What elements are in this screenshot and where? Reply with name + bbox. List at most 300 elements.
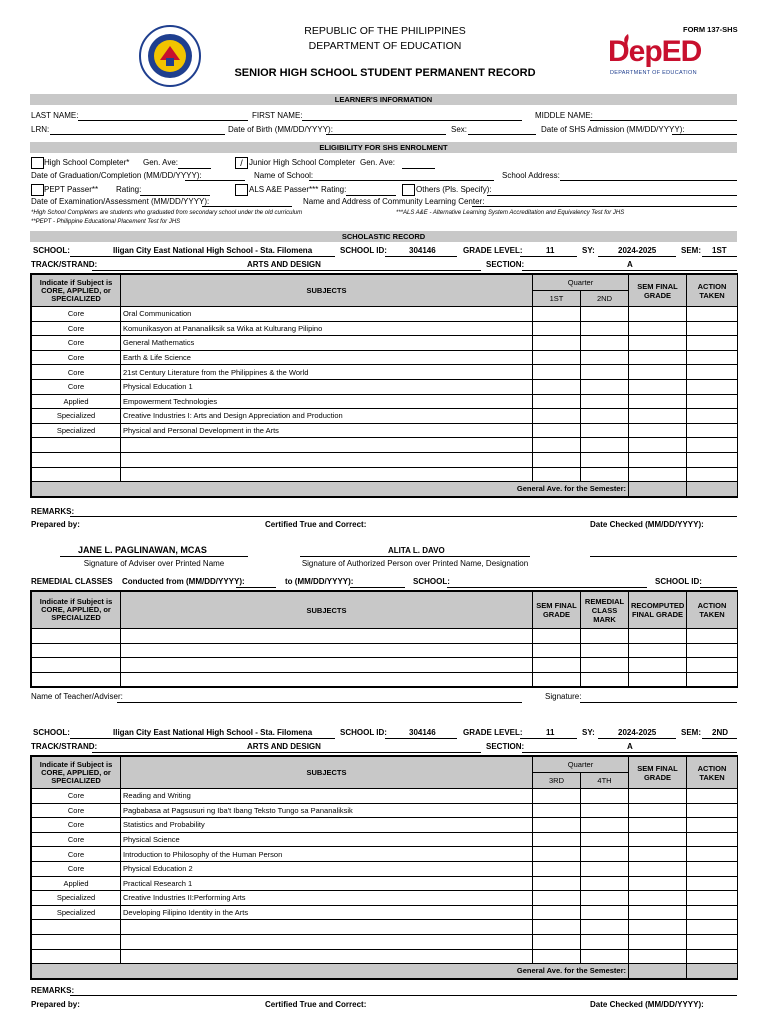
sem1-cell-final[interactable] — [629, 307, 687, 322]
deped-logo-subtext: DEPARTMENT OF EDUCATION — [610, 70, 697, 76]
sem2-school-id-line — [385, 738, 457, 739]
remedial-cell[interactable] — [32, 658, 121, 673]
sem2-cell-subject — [121, 949, 533, 964]
sem1-grades-table — [30, 273, 738, 498]
sem1-cell-q2[interactable] — [581, 321, 629, 336]
admission-label: Date of SHS Admission (MM/DD/YYYY): — [541, 125, 685, 134]
sem2-row — [32, 861, 738, 876]
sem1-cell-q1[interactable] — [533, 409, 581, 424]
remedial-cell[interactable] — [533, 629, 581, 644]
sem2-cell-final[interactable] — [629, 803, 687, 818]
first-name-field[interactable] — [302, 120, 522, 121]
sem2-row — [32, 949, 738, 964]
form-number: FORM 137-SHS — [683, 25, 738, 34]
als-checkbox[interactable] — [235, 184, 248, 196]
sem1-authorized-caption: Signature of Authorized Person over Printed Name, Designation — [301, 559, 529, 568]
sem2-cell-type — [32, 920, 121, 935]
sem2-track-line — [92, 752, 481, 753]
sem2-cell-q2[interactable] — [581, 818, 629, 833]
sem2-cell-action[interactable] — [687, 905, 738, 920]
sem2-school-id-label: SCHOOL ID: — [340, 728, 387, 737]
sem1-cell-action[interactable] — [687, 350, 738, 365]
sem2-cell-q1[interactable] — [533, 905, 581, 920]
sem2-certified-label: Certified True and Correct: — [265, 1000, 367, 1009]
remedial-cell[interactable] — [629, 629, 687, 644]
remedial-row — [32, 629, 738, 644]
sem1-school-id-line — [385, 256, 457, 257]
sem2-cell-q2[interactable] — [581, 803, 629, 818]
sem2-row — [32, 891, 738, 906]
sem2-cell-final[interactable] — [629, 847, 687, 862]
remedial-row — [32, 643, 738, 658]
sem2-cell-q2[interactable] — [581, 934, 629, 949]
sem2-cell-action[interactable] — [687, 789, 738, 804]
admission-field[interactable] — [672, 134, 737, 135]
sem1-sy-value: 2024-2025 — [618, 246, 657, 255]
sem1-certified-label: Certified True and Correct: — [265, 520, 367, 529]
sem2-cell-action[interactable] — [687, 803, 738, 818]
sem1-cell-q2[interactable] — [581, 438, 629, 453]
sem2-sy-line — [598, 738, 676, 739]
sem2-cell-final[interactable] — [629, 920, 687, 935]
sem2-cell-q1[interactable] — [533, 861, 581, 876]
sem1-quarter-header: Quarter — [533, 275, 629, 291]
sem2-cell-subject: Physical Education 2 — [121, 861, 533, 876]
school-address-label: School Address: — [502, 171, 560, 180]
sem2-cell-action[interactable] — [687, 832, 738, 847]
school-name-field[interactable] — [309, 180, 494, 181]
sem1-cell-action[interactable] — [687, 365, 738, 380]
als-label: ALS A&E Passer*** — [249, 185, 319, 194]
sem1-cell-final[interactable] — [629, 409, 687, 424]
sem1-gen-ave-value[interactable] — [629, 482, 687, 497]
sem1-cell-subject: Earth & Life Science — [121, 350, 533, 365]
sem2-cell-q2[interactable] — [581, 861, 629, 876]
sem1-row — [32, 394, 738, 409]
first-name-label: FIRST NAME: — [252, 111, 303, 120]
sem2-cell-final[interactable] — [629, 789, 687, 804]
sem2-cell-final[interactable] — [629, 818, 687, 833]
sem1-cell-type: Specialized — [32, 423, 121, 438]
sem2-track-value: ARTS AND DESIGN — [247, 742, 321, 751]
sem2-row — [32, 876, 738, 891]
sem2-cell-q1[interactable] — [533, 847, 581, 862]
sem1-cell-subject: Physical Education 1 — [121, 379, 533, 394]
learner-info-bar: LEARNER'S INFORMATION — [30, 94, 737, 105]
sem1-cell-action[interactable] — [687, 321, 738, 336]
sem1-authorized-line — [300, 556, 530, 557]
sem2-cell-action[interactable] — [687, 818, 738, 833]
remedial-cell[interactable] — [687, 643, 738, 658]
sem1-grade-line — [520, 256, 577, 257]
sem2-cell-action[interactable] — [687, 861, 738, 876]
last-name-field[interactable] — [78, 120, 248, 121]
sem1-row — [32, 336, 738, 351]
remedial-cell[interactable] — [121, 658, 533, 673]
sem2-action-header: ACTION TAKEN — [687, 757, 738, 789]
deped-seal — [138, 24, 202, 88]
department-heading: DEPARTMENT OF EDUCATION — [308, 40, 462, 52]
sem1-cell-q1[interactable] — [533, 467, 581, 482]
exam-date-label: Date of Examination/Assessment (MM/DD/YYYY): — [31, 197, 210, 206]
hs-gen-ave-field[interactable] — [178, 168, 211, 169]
sem1-cell-type — [32, 467, 121, 482]
sem2-remarks-field[interactable] — [70, 995, 737, 996]
sem2-cell-final[interactable] — [629, 949, 687, 964]
sem2-cell-q1[interactable] — [533, 789, 581, 804]
pept-checkbox[interactable] — [31, 184, 44, 196]
sem1-grade-value: 11 — [546, 246, 555, 255]
sem1-cell-final[interactable] — [629, 365, 687, 380]
remedial-cell[interactable] — [32, 672, 121, 687]
sem2-school-value: Iligan City East National High School - Sta. Filomena — [113, 728, 313, 737]
sem1-cell-subject: General Mathematics — [121, 336, 533, 351]
sem1-cell-subject — [121, 438, 533, 453]
sem1-cell-q2[interactable] — [581, 452, 629, 467]
sem1-cell-action[interactable] — [687, 409, 738, 424]
jhs-completer-label: Junior High School Completer — [249, 158, 356, 167]
sem1-gen-ave-label: General Ave. for the Semester: — [32, 482, 629, 497]
remedial-cell[interactable] — [533, 672, 581, 687]
sem2-cell-final[interactable] — [629, 876, 687, 891]
grad-date-field[interactable] — [185, 180, 245, 181]
sem1-cell-type: Applied — [32, 394, 121, 409]
remedial-recomputed-header: RECOMPUTED FINAL GRADE — [629, 592, 687, 629]
remedial-cell[interactable] — [581, 672, 629, 687]
remedial-cell[interactable] — [581, 643, 629, 658]
remedial-cell[interactable] — [533, 643, 581, 658]
sem2-prepared-label: Prepared by: — [31, 1000, 80, 1009]
teacher-field[interactable] — [117, 702, 522, 703]
sem1-indicate-header: Indicate if Subject is CORE, APPLIED, or SPECIALIZED — [32, 275, 121, 307]
remedial-from-field[interactable] — [236, 587, 276, 588]
sem2-grades-table — [30, 755, 738, 980]
remedial-cell[interactable] — [629, 672, 687, 687]
sem2-grade-line — [520, 738, 577, 739]
sem1-cell-final[interactable] — [629, 452, 687, 467]
sem1-cell-q1[interactable] — [533, 336, 581, 351]
sem1-cell-subject: Creative Industries I: Arts and Design Appreciation and Production — [121, 409, 533, 424]
remedial-from-label: Conducted from (MM/DD/YYYY): — [122, 577, 245, 586]
sem1-gen-ave-action — [687, 482, 738, 497]
hs-completer-label: High School Completer* — [44, 158, 130, 167]
remedial-indicate-header: Indicate if Subject is CORE, APPLIED, or SPECIALIZED — [32, 592, 121, 629]
signature-label: Signature: — [545, 692, 582, 701]
sem1-cell-q2[interactable] — [581, 350, 629, 365]
sem1-adviser-line — [60, 556, 248, 557]
sem2-cell-type: Core — [32, 803, 121, 818]
sem1-adviser-name: JANE L. PAGLINAWAN, MCAS — [78, 545, 207, 555]
sem2-cell-action[interactable] — [687, 847, 738, 862]
sem2-q4-header: 4TH — [581, 773, 629, 789]
scholastic-bar: SCHOLASTIC RECORD — [30, 231, 737, 242]
sem1-sy-label: SY: — [582, 246, 595, 255]
sem1-cell-subject — [121, 452, 533, 467]
sem1-row — [32, 452, 738, 467]
sem2-cell-q2[interactable] — [581, 891, 629, 906]
remedial-cell[interactable] — [581, 629, 629, 644]
remedial-table — [30, 590, 738, 688]
sem1-sy-line — [598, 256, 676, 257]
sem1-cell-action[interactable] — [687, 467, 738, 482]
others-label: Others (Pls. Specify): — [416, 185, 492, 194]
sem2-sem-value: 2ND — [712, 728, 729, 737]
sem1-cell-q2[interactable] — [581, 409, 629, 424]
sem2-cell-type: Specialized — [32, 891, 121, 906]
sem2-cell-q2[interactable] — [581, 920, 629, 935]
sem1-q1-header: 1ST — [533, 291, 581, 307]
teacher-label: Name of Teacher/Adviser: — [31, 692, 123, 701]
sem1-row — [32, 467, 738, 482]
dob-field[interactable] — [326, 134, 446, 135]
sem1-track-line — [92, 270, 481, 271]
sem2-row — [32, 905, 738, 920]
sem1-q2-header: 2ND — [581, 291, 629, 307]
school-name-label: Name of School: — [254, 171, 314, 180]
signature-field[interactable] — [580, 702, 737, 703]
sem2-cell-q1[interactable] — [533, 803, 581, 818]
sem1-cell-final[interactable] — [629, 336, 687, 351]
sem2-gen-ave-value[interactable] — [629, 964, 687, 979]
remedial-school-field[interactable] — [447, 587, 647, 588]
remedial-label: REMEDIAL CLASSES — [31, 577, 113, 586]
remedial-to-field[interactable] — [350, 587, 405, 588]
remedial-cell[interactable] — [533, 658, 581, 673]
sem2-row — [32, 934, 738, 949]
sem2-cell-q1[interactable] — [533, 920, 581, 935]
sem1-cell-q1[interactable] — [533, 452, 581, 467]
sem1-cell-final[interactable] — [629, 467, 687, 482]
sem2-section-label: SECTION: — [486, 742, 525, 751]
sem2-cell-q2[interactable] — [581, 832, 629, 847]
sem2-final-header: SEM FINAL GRADE — [629, 757, 687, 789]
sem2-cell-action[interactable] — [687, 876, 738, 891]
sem2-grade-value: 11 — [546, 728, 555, 737]
sem1-cell-final[interactable] — [629, 379, 687, 394]
remedial-cell[interactable] — [687, 629, 738, 644]
sem1-cell-q1[interactable] — [533, 365, 581, 380]
sem2-cell-subject: Physical Science — [121, 832, 533, 847]
sem2-cell-type: Applied — [32, 876, 121, 891]
sem2-cell-q2[interactable] — [581, 847, 629, 862]
sem2-remarks-label: REMARKS: — [31, 986, 75, 995]
sem2-sem-label: SEM: — [681, 728, 701, 737]
sex-label: Sex: — [451, 125, 468, 134]
jhs-gen-ave-label: Gen. Ave: — [360, 158, 395, 167]
sem2-cell-q1[interactable] — [533, 891, 581, 906]
als-rating-label: Rating: — [321, 185, 347, 194]
sem2-track-label: TRACK/STRAND: — [31, 742, 98, 751]
sem1-cell-q1[interactable] — [533, 438, 581, 453]
sem2-cell-final[interactable] — [629, 934, 687, 949]
remedial-row — [32, 672, 738, 687]
sem1-track-label: TRACK/STRAND: — [31, 260, 98, 269]
sem1-row — [32, 423, 738, 438]
sem1-remarks-field[interactable] — [70, 516, 737, 517]
remedial-action-header: ACTION TAKEN — [687, 592, 738, 629]
middle-name-label: MIDDLE NAME: — [535, 111, 593, 120]
sem2-subjects-header: SUBJECTS — [121, 757, 533, 789]
sem1-cell-q1[interactable] — [533, 350, 581, 365]
sem2-cell-final[interactable] — [629, 891, 687, 906]
sem2-cell-subject: Statistics and Probability — [121, 818, 533, 833]
sem1-cell-q2[interactable] — [581, 467, 629, 482]
sem1-prepared-label: Prepared by: — [31, 520, 80, 529]
clc-field[interactable] — [472, 206, 737, 207]
sem2-cell-q2[interactable] — [581, 905, 629, 920]
sem2-cell-type: Specialized — [32, 905, 121, 920]
sem2-cell-subject: Reading and Writing — [121, 789, 533, 804]
dob-label: Date of Birth (MM/DD/YYYY): — [228, 125, 333, 134]
remedial-school-id-label: SCHOOL ID: — [655, 577, 702, 586]
hs-gen-ave-label: Gen. Ave: — [143, 158, 178, 167]
sem2-cell-action[interactable] — [687, 920, 738, 935]
others-field[interactable] — [487, 195, 737, 196]
deped-logo — [608, 30, 718, 82]
sem1-cell-q2[interactable] — [581, 307, 629, 322]
sem1-cell-action[interactable] — [687, 394, 738, 409]
deped-logo-text: DepED — [608, 35, 702, 68]
sem1-cell-final[interactable] — [629, 350, 687, 365]
pept-label: PEPT Passer** — [44, 185, 99, 194]
sem2-cell-q1[interactable] — [533, 876, 581, 891]
sem1-cell-type: Specialized — [32, 409, 121, 424]
sem1-cell-type — [32, 438, 121, 453]
sem1-cell-q1[interactable] — [533, 321, 581, 336]
sem2-cell-final[interactable] — [629, 905, 687, 920]
remedial-school-id-field[interactable] — [700, 587, 737, 588]
sem1-cell-q2[interactable] — [581, 394, 629, 409]
sem1-cell-final[interactable] — [629, 321, 687, 336]
sem1-cell-q2[interactable] — [581, 336, 629, 351]
sem2-cell-final[interactable] — [629, 832, 687, 847]
last-name-label: LAST NAME: — [31, 111, 79, 120]
als-rating-field[interactable] — [346, 195, 396, 196]
sem2-cell-action[interactable] — [687, 949, 738, 964]
sem1-cell-final[interactable] — [629, 438, 687, 453]
remedial-sem-final-header: SEM FINAL GRADE — [533, 592, 581, 629]
sem2-cell-subject: Practical Research 1 — [121, 876, 533, 891]
remedial-subjects-header: SUBJECTS — [121, 592, 533, 629]
sem1-cell-q1[interactable] — [533, 423, 581, 438]
sem1-cell-q1[interactable] — [533, 394, 581, 409]
sem1-cell-action[interactable] — [687, 452, 738, 467]
sem1-action-header: ACTION TAKEN — [687, 275, 738, 307]
sem1-section-label: SECTION: — [486, 260, 525, 269]
sem2-cell-subject: Developing Filipino Identity in the Arts — [121, 905, 533, 920]
pept-rating-field[interactable] — [140, 195, 210, 196]
remedial-cell[interactable] — [32, 629, 121, 644]
sem1-cell-action[interactable] — [687, 438, 738, 453]
sem1-school-id-label: SCHOOL ID: — [340, 246, 387, 255]
sem2-cell-final[interactable] — [629, 861, 687, 876]
sem2-row — [32, 847, 738, 862]
sem1-cell-q2[interactable] — [581, 365, 629, 380]
sem1-sem-value: 1ST — [712, 246, 727, 255]
sem1-row — [32, 409, 738, 424]
sem1-cell-final[interactable] — [629, 423, 687, 438]
sem2-cell-q1[interactable] — [533, 832, 581, 847]
sem2-date-checked-label: Date Checked (MM/DD/YYYY): — [590, 1000, 704, 1009]
sem1-cell-subject: 21st Century Literature from the Philippines & the World — [121, 365, 533, 380]
remedial-cell[interactable] — [121, 629, 533, 644]
sem2-row — [32, 789, 738, 804]
remedial-cell[interactable] — [629, 658, 687, 673]
sem1-date-checked-field[interactable] — [590, 556, 737, 557]
eligibility-bar: ELIGIBILITY FOR SHS ENROLMENT — [30, 142, 737, 153]
lrn-label: LRN: — [31, 125, 50, 134]
sem1-cell-subject — [121, 467, 533, 482]
sem2-cell-action[interactable] — [687, 891, 738, 906]
sem1-cell-q2[interactable] — [581, 423, 629, 438]
grad-date-label: Date of Graduation/Completion (MM/DD/YYYY): — [31, 171, 202, 180]
sem1-cell-type: Core — [32, 365, 121, 380]
sem2-cell-q2[interactable] — [581, 949, 629, 964]
others-checkbox[interactable] — [402, 184, 415, 196]
remedial-cell[interactable] — [687, 658, 738, 673]
sem1-cell-q2[interactable] — [581, 379, 629, 394]
sem2-cell-q2[interactable] — [581, 789, 629, 804]
sem2-cell-q1[interactable] — [533, 934, 581, 949]
sem1-date-checked-label: Date Checked (MM/DD/YYYY): — [590, 520, 704, 529]
remedial-cell[interactable] — [121, 643, 533, 658]
sem1-cell-type: Core — [32, 350, 121, 365]
hs-completer-checkbox[interactable] — [31, 157, 44, 169]
remedial-school-label: SCHOOL: — [413, 577, 450, 586]
sem2-sem-line — [702, 738, 737, 739]
sem1-cell-final[interactable] — [629, 394, 687, 409]
sem2-cell-q2[interactable] — [581, 876, 629, 891]
sem1-row — [32, 307, 738, 322]
sem2-row — [32, 818, 738, 833]
remedial-cell[interactable] — [32, 643, 121, 658]
jhs-gen-ave-field[interactable] — [402, 168, 435, 169]
middle-name-field[interactable] — [590, 120, 737, 121]
sem1-section-line — [522, 270, 737, 271]
remedial-cell[interactable] — [121, 672, 533, 687]
remedial-cell[interactable] — [629, 643, 687, 658]
sem2-section-value: A — [627, 742, 633, 751]
sem1-cell-action[interactable] — [687, 307, 738, 322]
sem2-indicate-header: Indicate if Subject is CORE, APPLIED, or SPECIALIZED — [32, 757, 121, 789]
sem2-sy-value: 2024-2025 — [618, 728, 657, 737]
sem1-cell-subject: Empowerment Technologies — [121, 394, 533, 409]
sem2-q3-header: 3RD — [533, 773, 581, 789]
remedial-cell[interactable] — [581, 658, 629, 673]
exam-date-field[interactable] — [202, 206, 292, 207]
sem1-cell-action[interactable] — [687, 336, 738, 351]
sem1-cell-q1[interactable] — [533, 307, 581, 322]
sem1-cell-action[interactable] — [687, 423, 738, 438]
pept-rating-label: Rating: — [116, 185, 142, 194]
sem1-cell-q1[interactable] — [533, 379, 581, 394]
clc-label: Name and Address of Community Learning Center: — [303, 197, 485, 206]
remedial-cell[interactable] — [687, 672, 738, 687]
sem2-cell-action[interactable] — [687, 934, 738, 949]
sem2-cell-q1[interactable] — [533, 818, 581, 833]
sem1-cell-type — [32, 452, 121, 467]
remedial-to-label: to (MM/DD/YYYY): — [285, 577, 354, 586]
sem1-cell-action[interactable] — [687, 379, 738, 394]
sem2-cell-subject: Introduction to Philosophy of the Human Person — [121, 847, 533, 862]
school-address-field[interactable] — [560, 180, 737, 181]
sem2-cell-q1[interactable] — [533, 949, 581, 964]
republic-heading: REPUBLIC OF THE PHILIPPINES — [304, 25, 466, 37]
jhs-completer-checkbox[interactable]: / — [235, 157, 248, 169]
lrn-field[interactable] — [50, 134, 225, 135]
sex-field[interactable] — [468, 134, 536, 135]
sem1-subjects-header: SUBJECTS — [121, 275, 533, 307]
